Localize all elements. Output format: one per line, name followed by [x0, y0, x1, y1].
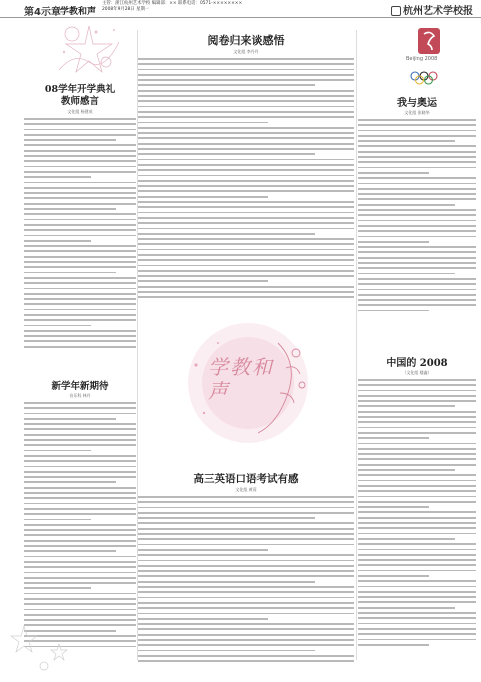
article-byline: 音乐科 林丹	[69, 393, 91, 398]
article-title: 中国的 2008	[386, 358, 448, 369]
right-column	[358, 24, 476, 674]
article-byline: （文化组 楼鑫）	[402, 370, 432, 375]
newspaper-name: 杭州艺术学校报	[391, 2, 473, 17]
page-number-label: 第4示章	[24, 7, 61, 18]
meta-line-2: 2008年9月28日 星期一	[102, 7, 150, 12]
article-body	[24, 118, 136, 350]
left-column	[24, 24, 136, 674]
section-title: 学教和声	[60, 7, 97, 17]
masthead-meta	[102, 1, 242, 13]
article-title: 08学年开学典礼 教师感言	[44, 84, 116, 107]
article-body	[24, 402, 136, 652]
olympic-caption: Beijing 2008	[406, 56, 438, 62]
article-body	[358, 119, 476, 324]
column-divider	[356, 30, 357, 660]
school-emblem-icon	[391, 6, 401, 16]
article-byline: 文化组 杨建英	[67, 109, 93, 114]
article-byline: 文化组 黄蓉	[235, 487, 257, 492]
meta-line-1: 主管：浙江杭州艺术学校 编辑部：×× 联系电话：0571-××××××××	[102, 1, 243, 6]
article-body	[138, 58, 354, 313]
article-byline: 文化组 张晓华	[404, 110, 430, 115]
middle-column	[138, 24, 354, 674]
page-header	[0, 0, 481, 18]
article-title: 高三英语口语考试有感	[193, 473, 299, 485]
article-title: 新学年新期待	[51, 381, 109, 392]
logo-text: 学教和声	[208, 355, 274, 403]
article-byline: 文化组 李丹丹	[233, 49, 259, 54]
star-ornament-icon	[4, 616, 84, 676]
article-title: 我与奥运	[397, 98, 437, 109]
column-logo	[138, 313, 354, 453]
article-title: 阅卷归来谈感悟	[207, 34, 285, 47]
article-body	[138, 496, 354, 666]
article-body	[358, 379, 476, 654]
